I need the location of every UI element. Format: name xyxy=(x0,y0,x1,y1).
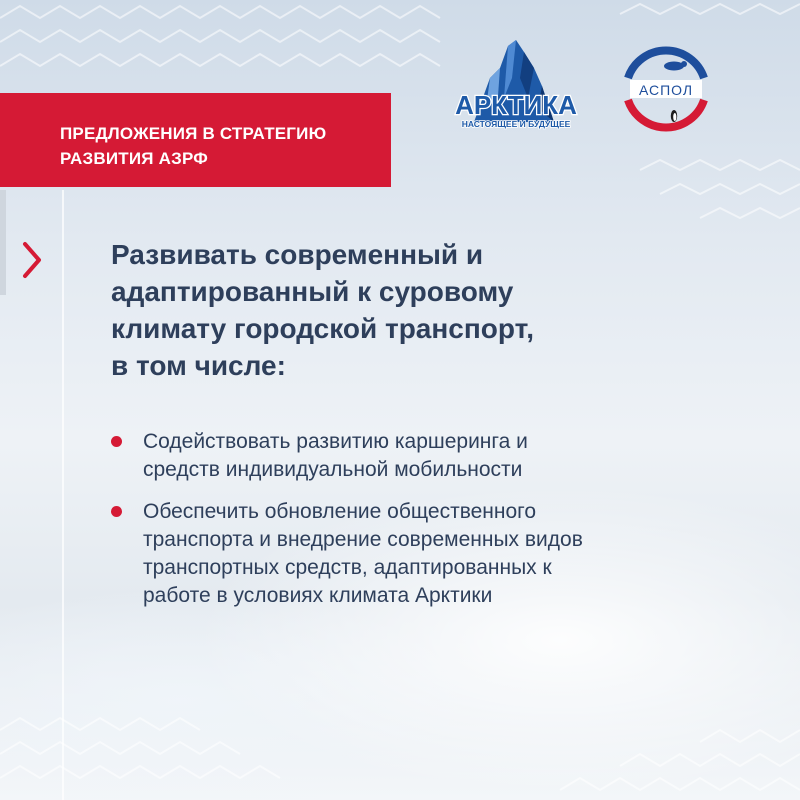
left-accent-stripe xyxy=(0,190,6,295)
bullet-text xyxy=(143,498,703,610)
bullet-text xyxy=(143,428,703,484)
aspol-logo xyxy=(618,38,714,138)
heading-line-2: адаптированный к суровому xyxy=(111,276,514,307)
bullet-dot-icon xyxy=(111,506,122,517)
banner-line-1: ПРЕДЛОЖЕНИЯ В СТРАТЕГИЮ xyxy=(60,124,327,143)
heading-line-3: климату городской транспорт, xyxy=(111,313,534,344)
bullet-dot-icon xyxy=(111,436,122,447)
bullet-1-line-2: средств индивидуальной мобильности xyxy=(143,458,523,481)
bullet-2-line-1: Обеспечить обновление общественного xyxy=(143,500,537,523)
chevron-right-icon xyxy=(20,240,44,280)
arctic-logo xyxy=(438,38,594,138)
main-heading xyxy=(111,236,671,384)
heading-line-4: в том числе: xyxy=(111,350,286,381)
polar-bear-icon xyxy=(664,61,687,71)
banner-title xyxy=(60,121,390,171)
bullet-1-line-1: Содействовать развитию каршеринга и xyxy=(143,430,528,453)
vertical-divider xyxy=(62,190,64,800)
bullet-2-line-4: работе в условиях климата Арктики xyxy=(143,584,493,607)
arctic-logo-tagline: НАСТОЯЩЕЕ И БУДУЩЕЕ xyxy=(461,119,571,129)
bullet-2-line-2: транспорта и внедрение современных видов xyxy=(143,528,583,551)
penguin-icon xyxy=(671,110,677,122)
banner-line-2: РАЗВИТИЯ АЗРФ xyxy=(60,149,208,168)
heading-line-1: Развивать современный и xyxy=(111,239,484,270)
arctic-logo-name: АРКТИКА xyxy=(455,90,577,120)
aspol-logo-name: АСПОЛ xyxy=(638,82,694,98)
bullet-2-line-3: транспортных средств, адаптированных к xyxy=(143,556,552,579)
